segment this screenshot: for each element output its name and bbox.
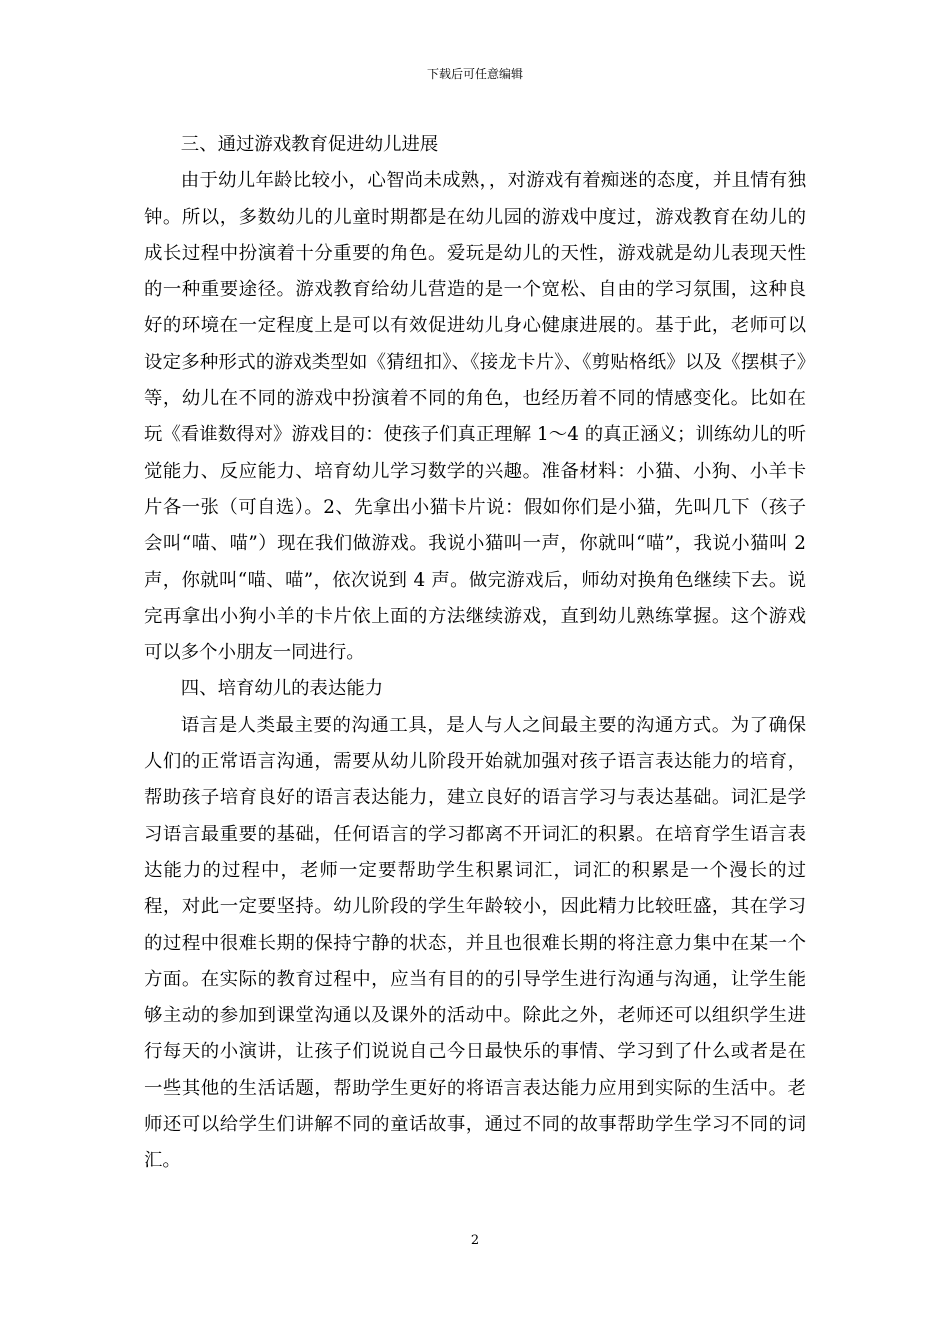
page-number: 2 (470, 1233, 480, 1248)
section-heading-4: 四、培育幼儿的表达能力 (180, 678, 384, 700)
section-paragraph-3: 由于幼儿年龄比较小，心智尚未成熟，，对游戏有着痴迷的态度，并且情有独钟。所以，多数幼儿的儿童时期都是在幼儿园的游戏中度过，游戏教育在幼儿的成长过程中扮演着十分重要的角色。爱玩是幼儿的天性，游戏就是幼儿表现天性的一种重要途径。游戏教育给幼儿营造的是一个宽松、自由的学习氛围，这种良好的环境在一定程度上是可以有效促进幼儿身心健康进展的。基于此，老师可以设定多种形式的游戏类型如《猜纽扣》、《接龙卡片》、《剪贴格纸》以及《摆棋子》等，幼儿在不同的游戏中扮演着不同的角色，也经历着不同的情感变化。比如在玩《看谁数得对》游戏目的：使孩子们真正理解 1～4 的真正涵义；训练幼儿的听觉能力、反应能力、培育幼儿学习数学的兴趣。准备材料：小猫、小狗、小羊卡片各一张（可自选）。2、先拿出小猫卡片说：假如你们是小猫，先叫几下（孩子会叫“喵、喵”）现在我们做游戏。我说小猫叫一声，你就叫“喵”，我说小猫叫 2 声，你就叫“喵、喵”，依次说到 4 声。做完游戏后，师幼对换角色继续下去。说完再拿出小狗小羊的卡片依上面的方法继续游戏，直到幼儿熟练掌握。这个游戏可以多个小朋友一同进行。 (144, 170, 806, 664)
page-header: 下载后可任意编辑 (426, 67, 523, 81)
document-body (144, 127, 806, 1180)
section-paragraph-4: 语言是人类最主要的沟通工具，是人与人之间最主要的沟通方式。为了确保人们的正常语言沟通，需要从幼儿阶段开始就加强对孩子语言表达能力的培育，帮助孩子培育良好的语言表达能力，建立良好的语言学习与表达基础。词汇是学习语言最重要的基础，任何语言的学习都离不开词汇的积累。在培育学生语言表达能力的过程中，老师一定要帮助学生积累词汇，词汇的积累是一个漫长的过程，对此一定要坚持。幼儿阶段的学生年龄较小，因此精力比较旺盛，其在学习的过程中很难长期的保持宁静的状态，并且也很难长期的将注意力集中在某一个方面。在实际的教育过程中，应当有目的的引导学生进行沟通与沟通，让学生能够主动的参加到课堂沟通以及课外的活动中。除此之外，老师还可以组织学生进行每天的小演讲，让孩子们说说自己今日最快乐的事情、学习到了什么或者是在一些其他的生活话题，帮助学生更好的将语言表达能力应用到实际的生活中。老师还可以给学生们讲解不同的童话故事，通过不同的故事帮助学生学习不同的词汇。 (144, 714, 806, 1172)
section-heading-3: 三、通过游戏教育促进幼儿进展 (180, 134, 439, 155)
